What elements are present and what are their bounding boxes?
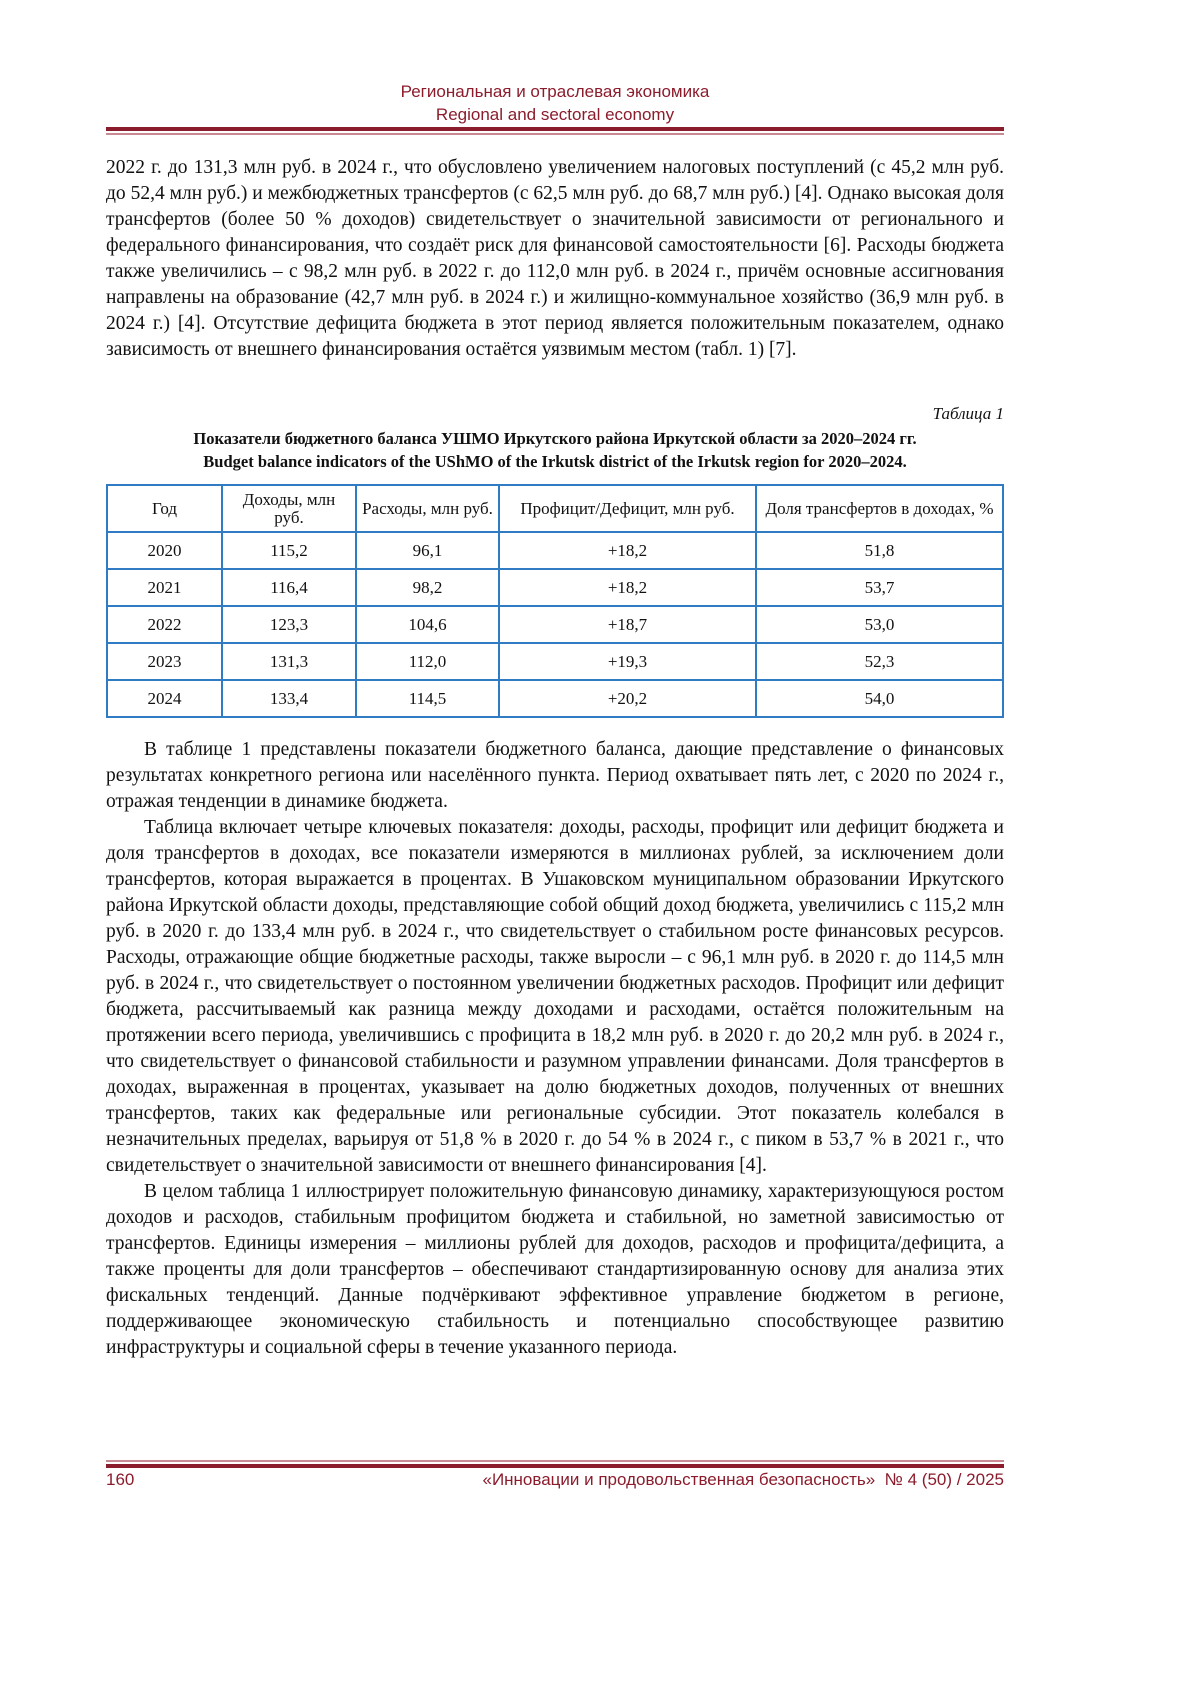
header-year: Год: [107, 485, 222, 532]
table-header-row: [107, 485, 1003, 532]
cell: 53,0: [756, 606, 1003, 643]
header-title-en: Regional and sectoral economy: [435, 105, 675, 124]
cell: 51,8: [756, 532, 1003, 569]
header-income: Доходы, млн руб.: [222, 485, 356, 532]
footer-divider: [106, 1460, 1004, 1468]
body-text-bottom: [106, 737, 1004, 1361]
running-header: [106, 80, 1004, 126]
budget-table: [106, 484, 1004, 718]
header-transfer-share: Доля трансфертов в доходах, %: [756, 485, 1003, 532]
table-caption: [106, 427, 1004, 473]
table-row: [107, 532, 1003, 569]
cell: 52,3: [756, 643, 1003, 680]
running-footer: [106, 1470, 1004, 1490]
cell: 53,7: [756, 569, 1003, 606]
cell: 2022: [107, 606, 222, 643]
cell: 131,3: [222, 643, 356, 680]
cell: 104,6: [356, 606, 499, 643]
table-row: [107, 569, 1003, 606]
table-row: [107, 606, 1003, 643]
cell: +20,2: [499, 680, 756, 717]
table-label: Таблица 1: [932, 404, 1004, 423]
cell: +18,2: [499, 569, 756, 606]
cell: +19,3: [499, 643, 756, 680]
paragraph: 2022 г. до 131,3 млн руб. в 2024 г., что обусловлено увеличением налоговых поступлений (с 45,2 млн руб. до 52,4 млн руб.) и межбюджетных трансфертов (с 62,5 млн руб. до 68,7 млн руб.) [4]. Однако высокая доля трансфертов (более 50 % доходов) свидетельствует о значительной зависимости от регионального и федерального финансирования, что создаёт риск для финансовой самостоятельности [6]. Расходы бюджета также увеличились – с 98,2 млн руб. в 2022 г. до 112,0 млн руб. в 2024 г., причём основные ассигнования направлены на образование (42,7 млн руб. в 2024 г.) и жилищно-коммунальное хозяйство (36,9 млн руб. в 2024 г.) [4]. Отсутствие дефицита бюджета в этот период является положительным показателем, однако зависимость от внешнего финансирования остаётся уязвимым местом (табл. 1) [7].: [106, 157, 1004, 360]
cell: 133,4: [222, 680, 356, 717]
table-caption-en: Budget balance indicators of the UShMO of the Irkutsk district of the Irkutsk region for 2020–2024.: [203, 452, 907, 471]
header-divider: [106, 127, 1004, 135]
cell: 54,0: [756, 680, 1003, 717]
header-surplus: Профицит/Дефицит, млн руб.: [499, 485, 756, 532]
table-row: [107, 643, 1003, 680]
paragraph: В целом таблица 1 иллюстрирует положительную финансовую динамику, характеризующуюся ростом доходов и расходов, стабильным профицитом бюджета и стабильной, но заметной зависимостью от трансфертов. Единицы измерения – миллионы рублей для доходов, расходов и профицита/дефицита, а также проценты для доли трансфертов – обеспечивают стандартизированную основу для анализа этих фискальных тенденций. Данные подчёркивают эффективное управление бюджетом в регионе, поддерживающее экономическую стабильность и потенциально способствующее развитию инфраструктуры и социальной сферы в течение указанного периода.: [106, 1181, 1004, 1358]
cell: +18,2: [499, 532, 756, 569]
cell: 114,5: [356, 680, 499, 717]
journal-title: «Инновации и продовольственная безопасность» № 4 (50) / 2025: [482, 1470, 1004, 1489]
cell: 2021: [107, 569, 222, 606]
cell: 2020: [107, 532, 222, 569]
cell: 2023: [107, 643, 222, 680]
table-caption-ru: Показатели бюджетного баланса УШМО Иркутского района Иркутской области за 2020–2024 гг.: [193, 429, 917, 448]
cell: +18,7: [499, 606, 756, 643]
body-text-top: [106, 155, 1004, 363]
cell: 96,1: [356, 532, 499, 569]
header-title-ru: Региональная и отраслевая экономика: [400, 82, 710, 101]
header-expenses: Расходы, млн руб.: [356, 485, 499, 532]
paragraph: В таблице 1 представлены показатели бюджетного баланса, дающие представление о финансовых результатах конкретного региона или населённого пункта. Период охватывает пять лет, с 2020 по 2024 г., отражая тенденции в динамике бюджета.: [106, 739, 1004, 812]
cell: 123,3: [222, 606, 356, 643]
cell: 115,2: [222, 532, 356, 569]
cell: 98,2: [356, 569, 499, 606]
page-number: 160: [106, 1470, 135, 1489]
table-row: [107, 680, 1003, 717]
cell: 116,4: [222, 569, 356, 606]
paragraph: Таблица включает четыре ключевых показателя: доходы, расходы, профицит или дефицит бюджета и доля трансфертов в доходах, все показатели измеряются в миллионах рублей, за исключением доли трансфертов, которая выражается в процентах. В Ушаковском муниципальном образовании Иркутского района Иркутской области доходы, представляющие собой общий доход бюджета, увеличились с 115,2 млн руб. в 2020 г. до 133,4 млн руб. в 2024 г., что свидетельствует о стабильном росте финансовых ресурсов. Расходы, отражающие общие бюджетные расходы, также выросли – с 96,1 млн руб. в 2020 г. до 114,5 млн руб. в 2024 г., что свидетельствует о постоянном увеличении бюджетных расходов. Профицит или дефицит бюджета, рассчитываемый как разница между доходами и расходами, остаётся положительным на протяжении всего периода, увеличившись с профицита в 18,2 млн руб. в 2020 г. до 20,2 млн руб. в 2024 г., что свидетельствует о финансовой стабильности и разумном управлении финансами. Доля трансфертов в доходах, выраженная в процентах, указывает на долю бюджетных доходов, полученных от внешних трансфертов, таких как федеральные или региональные субсидии. Этот показатель колебался в незначительных пределах, варьируя от 51,8 % в 2020 г. до 54 % в 2024 г., с пиком в 53,7 % в 2021 г., что свидетельствует о значительной зависимости от внешнего финансирования [4].: [106, 817, 1004, 1176]
cell: 112,0: [356, 643, 499, 680]
cell: 2024: [107, 680, 222, 717]
